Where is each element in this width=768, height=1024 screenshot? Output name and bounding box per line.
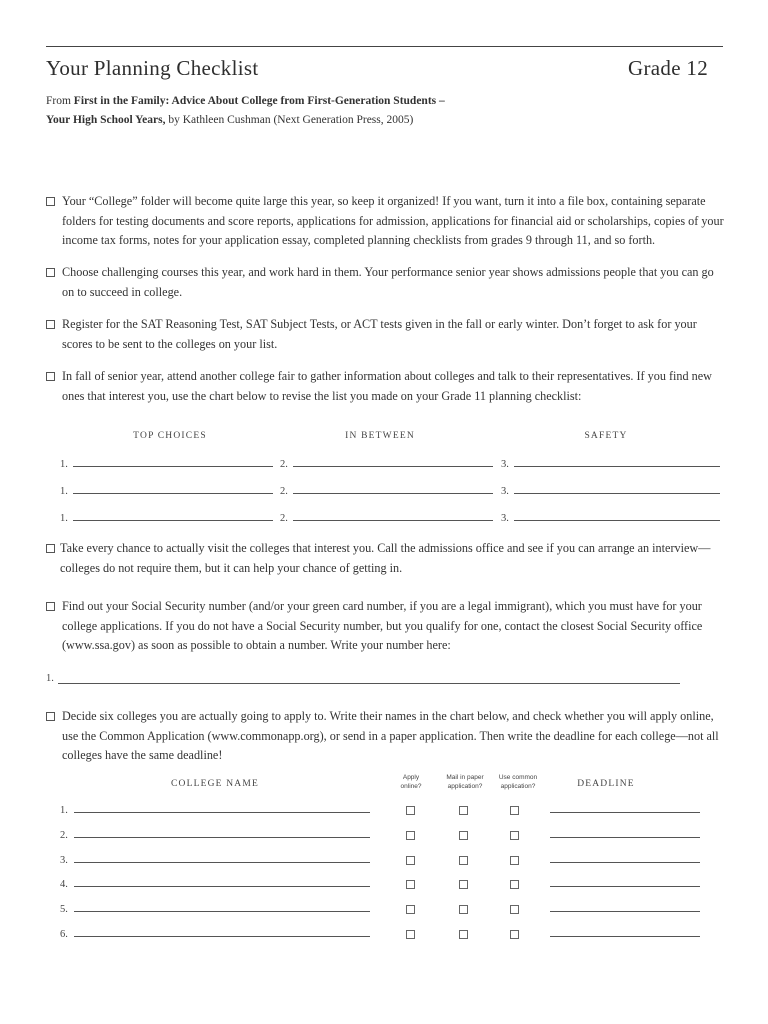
college-row-number: 1. — [60, 805, 68, 816]
header-in-between: IN BETWEEN — [345, 431, 415, 441]
source-citation — [46, 92, 726, 130]
page-title: Your Planning Checklist — [46, 56, 259, 80]
deadline-input-line[interactable] — [550, 837, 700, 838]
choice-input-line[interactable] — [293, 466, 493, 467]
header-apply-online-line1: Apply — [402, 774, 420, 781]
choice-number: 1. — [60, 486, 68, 497]
common-app-checkbox[interactable] — [510, 880, 519, 889]
header-mail-paper-line2: application? — [447, 783, 483, 790]
source-rest: by Kathleen Cushman (Next Generation Press, 2005) — [165, 114, 414, 126]
header-common-app-line2: application? — [500, 783, 536, 790]
source-prefix: From — [46, 95, 74, 107]
college-row-number: 5. — [60, 904, 68, 916]
header-apply-online-line2: online? — [400, 783, 422, 790]
college-row-number: 2. — [60, 829, 68, 841]
checkbox[interactable] — [46, 602, 55, 611]
common-app-checkbox[interactable] — [510, 905, 519, 914]
checklist-item-folder — [46, 192, 726, 251]
deadline-input-line[interactable] — [550, 886, 700, 887]
header-common-app-line1: Use common — [498, 774, 538, 781]
college-row-number: 4. — [60, 879, 68, 891]
grade-label: Grade 12 — [628, 56, 708, 80]
mail-paper-checkbox[interactable] — [459, 831, 468, 840]
mail-paper-checkbox[interactable] — [459, 930, 468, 939]
checkbox[interactable] — [46, 544, 55, 553]
apply-online-checkbox[interactable] — [406, 831, 415, 840]
common-app-checkbox[interactable] — [510, 930, 519, 939]
choice-input-line[interactable] — [514, 493, 720, 494]
checklist-item-text: Your “College” folder will become quite large this year, so keep it organized! If you want, turn it into a file box, containing separate folders for testing documents and score reports, applications for admission, applications for financial aid or scholarships, copies of your income tax forms, notes for your application essay, completed planning checklists from grades 9 through 11, and so forth. — [62, 194, 724, 247]
apply-online-checkbox[interactable] — [406, 930, 415, 939]
deadline-input-line[interactable] — [550, 911, 700, 912]
mail-paper-checkbox[interactable] — [459, 856, 468, 865]
apply-online-checkbox[interactable] — [406, 880, 415, 889]
choice-number: 2. — [280, 486, 288, 497]
common-app-checkbox[interactable] — [510, 806, 519, 815]
source-book-title: First in the Family: Advice About College from First-Generation Students – — [73, 95, 445, 107]
choice-input-line[interactable] — [73, 520, 273, 521]
choice-input-line[interactable] — [73, 493, 273, 494]
header-top-choices: TOP CHOICES — [133, 431, 207, 441]
checklist-item-college-fair — [46, 367, 726, 406]
apply-online-checkbox[interactable] — [406, 806, 415, 815]
choice-input-line[interactable] — [73, 466, 273, 467]
common-app-checkbox[interactable] — [510, 831, 519, 840]
checkbox[interactable] — [46, 372, 55, 381]
college-name-input-line[interactable] — [74, 936, 370, 937]
checklist-item-six-colleges — [46, 707, 726, 766]
checklist-item-visit — [46, 539, 726, 578]
deadline-input-line[interactable] — [550, 936, 700, 937]
checkbox[interactable] — [46, 712, 55, 721]
mail-paper-checkbox[interactable] — [459, 806, 468, 815]
deadline-input-line[interactable] — [550, 862, 700, 863]
college-name-input-line[interactable] — [74, 911, 370, 912]
checklist-item-courses — [46, 263, 726, 302]
ssn-number-label: 1. — [46, 673, 54, 684]
ssn-input-line[interactable] — [58, 683, 680, 684]
checkbox[interactable] — [46, 197, 55, 206]
college-name-input-line[interactable] — [74, 837, 370, 838]
apply-online-checkbox[interactable] — [406, 905, 415, 914]
source-book-title-2: Your High School Years, — [46, 114, 166, 126]
header-college-name: COLLEGE NAME — [170, 779, 260, 789]
checklist-item-text: Take every chance to actually visit the colleges that interest you. Call the admissions office and see if you can arrange an interview—colleges do not require them, but it can help your chance of getting in. — [60, 541, 711, 575]
choice-number: 3. — [501, 513, 509, 524]
apply-online-checkbox[interactable] — [406, 856, 415, 865]
checklist-item-text: Decide six colleges you are actually going to apply to. Write their names in the chart below, and check whether you will apply online, use the Common Application (www.commonapp.org), or send in a paper application. Then write the deadline for each college—not all colleges have the same deadline! — [62, 709, 719, 762]
college-name-input-line[interactable] — [74, 812, 370, 813]
choice-number: 1. — [60, 513, 68, 524]
choice-number: 2. — [280, 459, 288, 470]
mail-paper-checkbox[interactable] — [459, 905, 468, 914]
common-app-checkbox[interactable] — [510, 856, 519, 865]
choice-number: 2. — [280, 513, 288, 524]
mail-paper-checkbox[interactable] — [459, 880, 468, 889]
header-mail-paper-line1: Mail in paper — [446, 774, 484, 781]
header-safety: SAFETY — [584, 431, 628, 441]
choice-input-line[interactable] — [514, 520, 720, 521]
college-name-input-line[interactable] — [74, 862, 370, 863]
checklist-item-tests — [46, 315, 726, 354]
header-apply-online — [388, 773, 434, 791]
checklist-item-text: Find out your Social Security number (and/or your green card number, if you are a legal immigrant), which you must have for your college applications. If you do not have a Social Security number, but you qualify for one, contact the closest Social Security office (www.ssa.gov) as soon as possible to obtain a number. Write your number here: — [62, 599, 703, 652]
checklist-item-text: In fall of senior year, attend another college fair to gather information about colleges and talk to their representatives. If you find new ones that interest you, use the chart below to revise the list you made on your Grade 11 planning checklist: — [62, 369, 712, 403]
choice-input-line[interactable] — [293, 493, 493, 494]
choice-input-line[interactable] — [293, 520, 493, 521]
header-deadline: DEADLINE — [577, 779, 635, 789]
choice-number: 3. — [501, 459, 509, 470]
checklist-item-text: Register for the SAT Reasoning Test, SAT Subject Tests, or ACT tests given in the fall or early winter. Don’t forget to ask for your scores to be sent to the colleges on your list. — [62, 317, 697, 351]
top-rule — [46, 46, 723, 47]
choice-number: 3. — [501, 486, 509, 497]
college-row-number: 6. — [60, 929, 68, 940]
checkbox[interactable] — [46, 268, 55, 277]
checklist-item-ssn — [46, 597, 726, 656]
checklist-item-text: Choose challenging courses this year, and work hard in them. Your performance senior year shows admissions people that you can go on to succeed in college. — [62, 265, 714, 299]
choice-number: 1. — [60, 459, 68, 470]
choice-input-line[interactable] — [514, 466, 720, 467]
college-name-input-line[interactable] — [74, 886, 370, 887]
header-common-app — [490, 773, 546, 791]
deadline-input-line[interactable] — [550, 812, 700, 813]
header-mail-paper — [436, 773, 494, 791]
checkbox[interactable] — [46, 320, 55, 329]
college-row-number: 3. — [60, 854, 68, 866]
